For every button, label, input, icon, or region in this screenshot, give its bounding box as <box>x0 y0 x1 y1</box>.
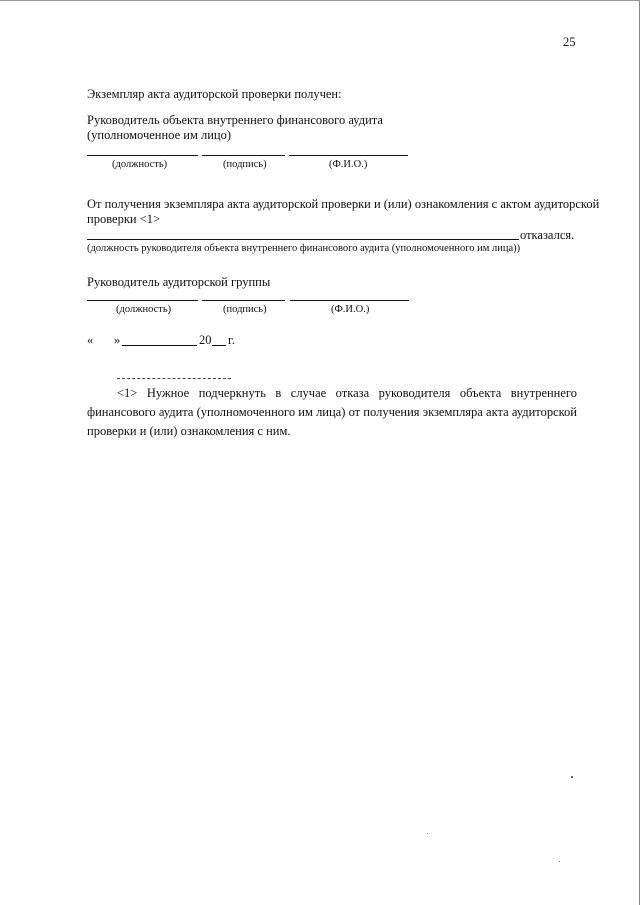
name-line <box>289 155 408 156</box>
signature-line <box>202 155 285 156</box>
scan-speck <box>427 833 428 834</box>
refusal-position-line <box>87 239 519 240</box>
name-line <box>290 300 409 301</box>
scan-speck <box>571 776 573 778</box>
signature-caption: (подпись) <box>223 159 267 170</box>
name-caption: (Ф.И.О.) <box>329 159 368 170</box>
refusal-text-line-2: проверки <1> <box>87 212 161 226</box>
received-label: Экземпляр акта аудиторской проверки получен: <box>87 87 342 101</box>
date-year-line <box>212 345 226 346</box>
head-of-object-title: Руководитель объекта внутреннего финансового аудита <box>87 113 383 127</box>
audit-group-head-label: Руководитель аудиторской группы <box>87 275 271 289</box>
signature-caption: (подпись) <box>223 304 267 315</box>
position-caption: (должность) <box>116 304 172 315</box>
position-caption: (должность) <box>112 159 168 170</box>
page-number: 25 <box>563 35 576 49</box>
name-caption: (Ф.И.О.) <box>331 304 370 315</box>
date-open-quote: « <box>87 333 94 347</box>
date-year-suffix: г. <box>228 333 235 347</box>
date-month-line <box>122 345 197 346</box>
refused-word: отказался. <box>520 228 575 242</box>
position-line <box>87 155 198 156</box>
position-line <box>87 300 198 301</box>
date-close-quote: » <box>114 333 121 347</box>
refusal-position-caption: (должность руководителя объекта внутреннего финансового аудита (уполномоченного им лица)) <box>87 243 521 254</box>
date-year-prefix: 20 <box>199 333 212 347</box>
head-of-object-subtitle: (уполномоченное им лицо) <box>87 128 232 142</box>
scan-speck <box>559 861 560 862</box>
refusal-text-line-1: От получения экземпляра акта аудиторской проверки и (или) ознакомления с актом аудиторской <box>87 197 600 211</box>
footnote-text: <1> Нужное подчеркнуть в случае отказа руководителя объекта внутреннего финансового аудита (уполномоченного им лица) от получения экземпляра акта аудиторской проверки и (или) ознакомления с ним. <box>87 386 577 438</box>
signature-line <box>202 300 285 301</box>
footnote-separator <box>117 378 231 379</box>
